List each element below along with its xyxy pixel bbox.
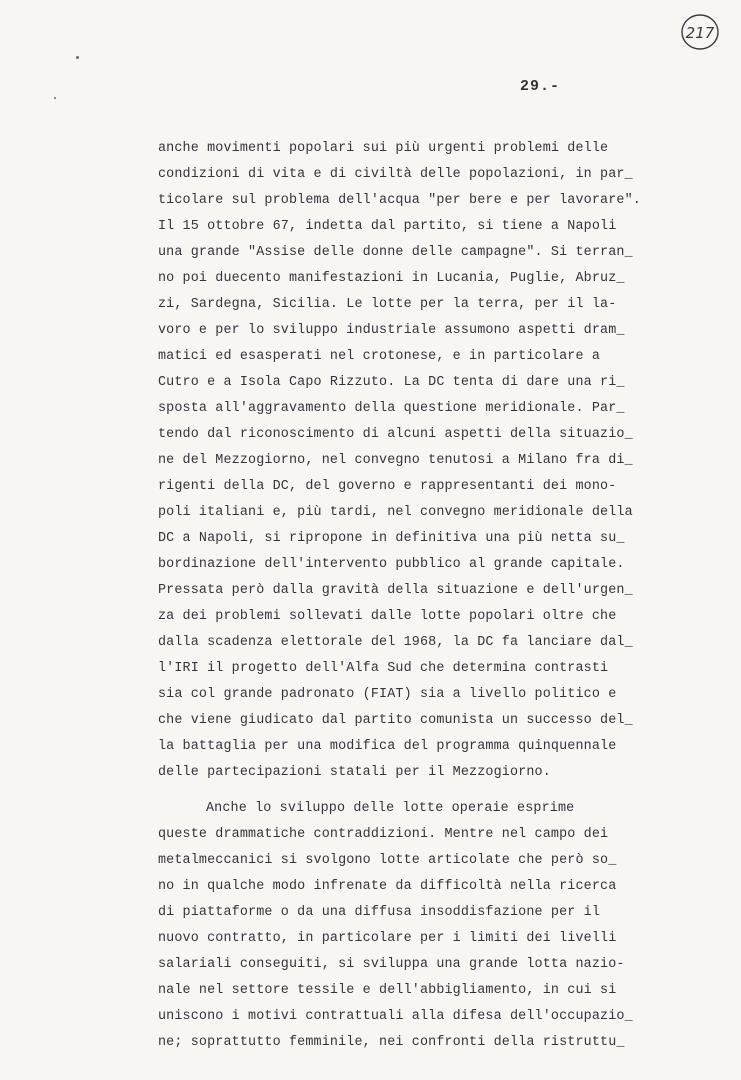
text-line: za dei problemi sollevati dalle lotte popolari oltre che [158,609,617,624]
text-line: sposta all'aggravamento della questione meridionale. Par_ [158,401,625,416]
text-line: nale nel settore tessile e dell'abbigliamento, in cui si [158,983,617,998]
text-line: Il 15 ottobre 67, indetta dal partito, si tiene a Napoli [158,219,617,234]
paragraph [158,136,688,786]
text-line: matici ed esasperati nel crotonese, e in particolare a [158,349,601,364]
text-line: no poi duecento manifestazioni in Lucania, Puglie, Abruz_ [158,271,625,286]
text-line: DC a Napoli, si ripropone in definitiva una più netta su_ [158,531,625,546]
page-number: 29.- [520,78,561,95]
text-line: no in qualche modo infrenate da difficoltà nella ricerca [158,879,617,894]
text-line: dalla scadenza elettorale del 1968, la DC fa lanciare dal_ [158,635,633,650]
text-line: rigenti della DC, del governo e rappresentanti dei mono- [158,479,617,494]
text-line: bordinazione dell'intervento pubblico al grande capitale. [158,557,625,572]
body-text [158,136,688,1056]
text-line: poli italiani e, più tardi, nel convegno meridionale della [158,505,633,520]
archive-number: 217 [685,24,715,42]
text-line: l'IRI il progetto dell'Alfa Sud che determina contrasti [158,661,609,676]
text-line: metalmeccanici si svolgono lotte articolate che però so_ [158,853,617,868]
text-line: uniscono i motivi contrattuali alla difesa dell'occupazio_ [158,1009,633,1024]
text-line: Cutro e a Isola Capo Rizzuto. La DC tenta di dare una ri_ [158,375,625,390]
paragraph-gap [158,786,688,796]
scan-speck [54,97,56,99]
text-line: la battaglia per una modifica del programma quinquennale [158,739,617,754]
text-line: queste drammatiche contraddizioni. Mentre nel campo dei [158,827,609,842]
scan-speck [76,56,79,59]
text-line: nuovo contratto, in particolare per i limiti dei livelli [158,931,617,946]
paragraph [158,796,688,1056]
text-line: voro e per lo sviluppo industriale assumono aspetti dram_ [158,323,625,338]
text-line: delle partecipazioni statali per il Mezzogiorno. [158,765,551,780]
text-line: Pressata però dalla gravità della situazione e dell'urgen_ [158,583,633,598]
text-line: condizioni di vita e di civiltà delle popolazioni, in par_ [158,167,633,182]
text-line: zi, Sardegna, Sicilia. Le lotte per la terra, per il la- [158,297,617,312]
text-line: Anche lo sviluppo delle lotte operaie esprime [206,801,575,816]
text-line: una grande "Assise delle donne delle campagne". Si terran_ [158,245,633,260]
text-line: anche movimenti popolari sui più urgenti problemi delle [158,141,609,156]
text-line: ne; soprattutto femminile, nei confronti della ristruttu_ [158,1035,625,1050]
text-line: di piattaforme o da una diffusa insoddisfazione per il [158,905,601,920]
text-line: tendo dal riconoscimento di alcuni aspetti della situazio_ [158,427,633,442]
archive-number-stamp [680,12,720,52]
text-line: salariali conseguiti, si sviluppa una grande lotta nazio- [158,957,625,972]
text-line: ticolare sul problema dell'acqua "per bere e per lavorare". [158,193,641,208]
text-line: sia col grande padronato (FIAT) sia a livello politico e [158,687,617,702]
text-line: ne del Mezzogiorno, nel convegno tenutosi a Milano fra di_ [158,453,633,468]
text-line: che viene giudicato dal partito comunista un successo del_ [158,713,633,728]
